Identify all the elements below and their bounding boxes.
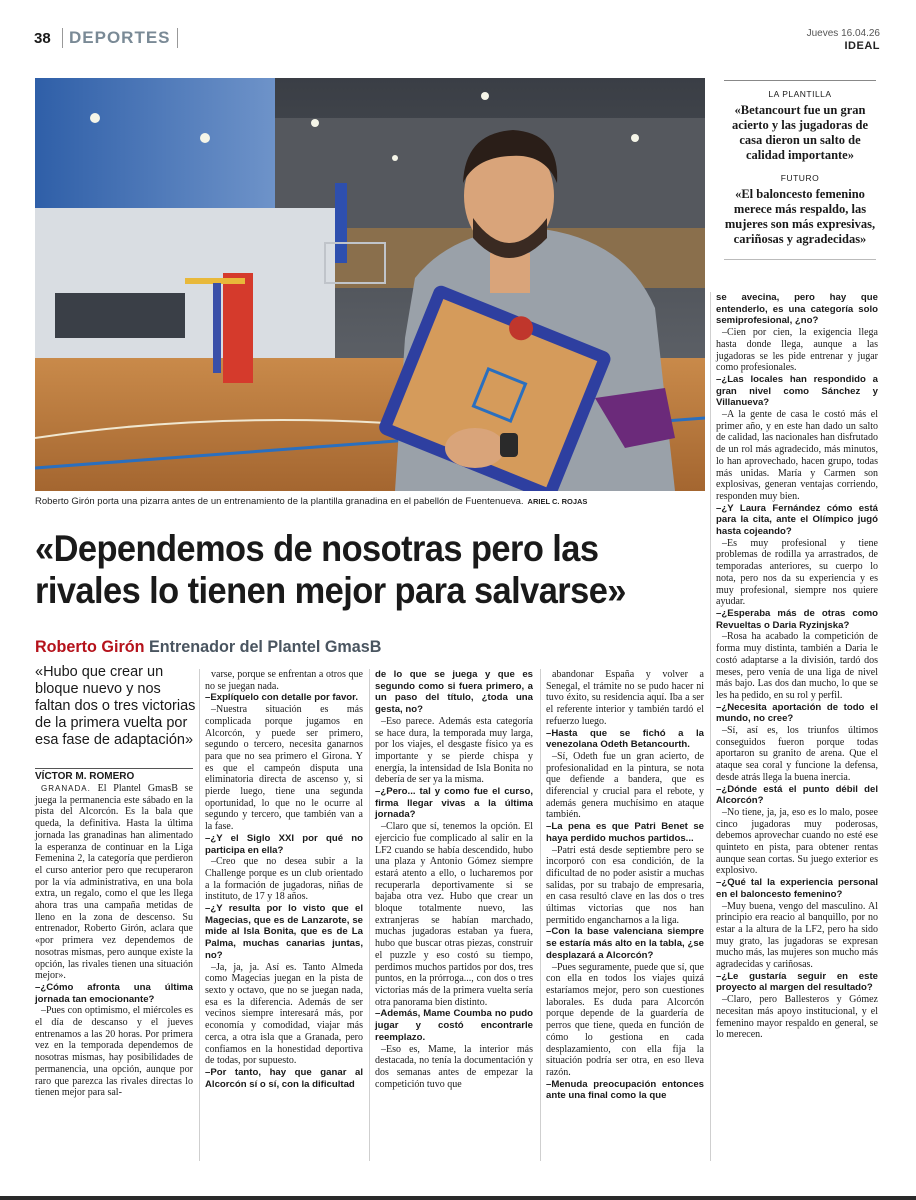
caption-text: Roberto Girón porta una pizarra antes de un entrenamiento de la plantilla granadina en el pabellón de Fuentenueva. xyxy=(35,496,524,507)
interviewee-line xyxy=(35,637,381,657)
photo-credit: ARIEL C. ROJAS xyxy=(527,497,588,506)
main-photo xyxy=(35,78,705,491)
interview-answer: –Rosa ha acabado la competición de forma muy distinta, también a Daria le costó adaptarse a la división, tardó dos meses, pero venía de una liga de nivel más bajo. Las dos dan mucho, lo que se les ha pedido, en su rol y perfil. xyxy=(716,631,878,701)
interview-answer: –Eso es, Mame, la interior más destacada, no tenía la documentación y dos semanas antes de empezar la competición tuvo que xyxy=(375,1043,533,1090)
photo-caption xyxy=(35,496,715,507)
column-divider xyxy=(369,669,370,1161)
interview-answer: –Claro, pero Ballesteros y Gómez necesitan más apoyo institucional, y el femenino mayor respaldo en general, se lo merecen. xyxy=(716,994,878,1041)
interview-answer: –Sí, Odeth fue un gran acierto, de profesionalidad en la pintura, se nota que defiende a bandera, que es diferencial y crucial para el rebote, y además genera muchísimo en ataque también. xyxy=(546,750,704,821)
sidebar-divider xyxy=(724,259,876,260)
interview-question: –Con la base valenciana siempre se estaría más alto en la tabla, ¿se desplazará a Alcorcón? xyxy=(546,926,704,961)
interview-answer: –Sí, así es, los triunfos últimos conseguidos fueron porque todas aportaron su granito de arena. Que el ataque sea coral y funcione la defensa, desde atrás llega la buena inercia. xyxy=(716,725,878,783)
interview-question: –Por tanto, hay que ganar al Alcorcón sí o sí, con la dificultad xyxy=(205,1066,363,1090)
interview-answer: –Patri está desde septiembre pero se incorporó con esa condición, de la dificultad de no poder asistir a muchas salidas, por su trabajo de empresaria, en casa resultó clave en las dos o tres últimas victorias que nos han permitido engancharnos a la liga. xyxy=(546,844,704,926)
interview-question: se avecina, pero hay que entenderlo, es una categoría solo semiprofesional, ¿no? xyxy=(716,292,878,327)
interviewee-role: Entrenador del Plantel GmasB xyxy=(148,637,382,656)
sidebar-highlights xyxy=(724,80,876,260)
interview-answer: –Cien por cien, la exigencia llega hasta donde llega, aunque a las jugadoras se les pide entrenar y jugar como profesionales. xyxy=(716,327,878,374)
article-column-4 xyxy=(546,669,704,1102)
issue-date: Jueves 16.04.26 xyxy=(806,28,880,39)
interview-answer: –Muy buena, vengo del masculino. Al principio era reacio al banquillo, por no estar a la altura de la LF2, pero ha sido muy grato, las jugadoras se expresan mucho más, las mujeres son mucho más agradecidas y cariñosas. xyxy=(716,900,878,971)
interview-question: –¿Y resulta por lo visto que el Magecias, que es de Lanzarote, se mide al Isla Bonita, que es de La Palma, muchas canarias juntas, no? xyxy=(205,903,363,961)
interview-answer: –Ja, ja, ja. Así es. Tanto Almeda como Magecias juegan en la pista de sexto y octavo, que no se juegan nada, esa es la diferencia. Además de ser vecinos siempre interesará más, por economía y comodidad, viajar más cerca, a otra isla que a Granada, pero confiamos en la honestidad deportiva de todas, por supuesto. xyxy=(205,961,363,1067)
interview-answer: varse, porque se enfrentan a otros que no se juegan nada. xyxy=(205,669,363,692)
interviewee-name: Roberto Girón xyxy=(35,637,145,656)
pull-quote: «Hubo que crear un bloque nuevo y nos faltan dos o tres victorias de la primera vuelta por esa fase de adaptación» xyxy=(35,664,196,748)
interview-question: –Hasta que se fichó a la venezolana Odeth Betancourth. xyxy=(546,727,704,751)
column-divider xyxy=(540,669,541,1161)
coach-photo-illustration xyxy=(35,78,705,491)
interview-question: –¿Necesita aportación de todo el mundo, no cree? xyxy=(716,701,878,725)
page-bottom-rule xyxy=(0,1196,916,1200)
sidebar-kicker: LA PLANTILLA xyxy=(768,89,832,99)
column-divider xyxy=(199,669,200,1161)
interview-answer: –Claro que sí, tenemos la opción. El ejercicio fue complicado al salir en la LF2 cuando se había descendido, hubo una plaza y Antonio Gómez siempre estará atento a ello, o lucharemos por recuperarla deportivamente si se bajaba otra vez. Hubo que crear un bloque totalmente nuevo, las extranjeras se habían marchado, muchas jugadoras estaban ya fuera, hubo que buscar otras piezas, construir el puzzle y eso costó su tiempo, perdimos muchos partidos por dos, tres puntos, en la prórroga..., con dos o tres victorias más de la primera vuelta sería otra panorama bien distinto. xyxy=(375,821,533,1008)
article-column-3 xyxy=(375,669,533,1090)
article-column-2 xyxy=(205,669,363,1090)
interview-question: –¿Dónde está el punto débil del Alcorcón? xyxy=(716,783,878,807)
interview-question: –Menuda preocupación entonces ante una final como la que xyxy=(546,1078,704,1102)
interview-question: de lo que se juega y que es segundo como si fuera primero, a un paso del título, ¿toda una gesta, no? xyxy=(375,669,533,716)
interview-answer: –A la gente de casa le costó más el primer año, y en este han dado un salto de calidad, las nacionales han disfrutado de un rol más agradecido, más minutos, lo han aprovechado, hacen grupo, todas más unidas. María y Carmen son explosivas, generan ventajas corriendo, responden muy bien. xyxy=(716,409,878,502)
sidebar-quote: «Betancourt fue un gran acierto y las jugadoras de casa dieron un salto de calidad importante» xyxy=(731,103,869,162)
interview-question: –¿Cómo afronta una última jornada tan emocionante? xyxy=(35,981,193,1005)
issue-info xyxy=(807,28,880,53)
sidebar-kicker: FUTURO xyxy=(780,173,820,183)
interview-answer: –Creo que no desea subir a la Challenge porque es un club orientado a la formación de jugadoras, niñas de instituto, de 17 y 18 años. xyxy=(205,856,363,903)
article-column-5 xyxy=(716,292,878,1041)
newspaper-name: IDEAL xyxy=(844,40,880,52)
interview-question: –La pena es que Patri Benet se haya perdido muchos partidos... xyxy=(546,821,704,844)
interview-question: –¿Le gustaría seguir en este proyecto al margen del resultado? xyxy=(716,970,878,994)
headline: «Dependemos de nosotras pero las rivales lo tienen mejor para salvarse» xyxy=(35,528,626,611)
interview-question: –¿Esperaba más de otras como Revueltas o Daria Ryzinjska? xyxy=(716,607,878,631)
page-number: 38 xyxy=(34,30,51,47)
byline: VÍCTOR M. ROMERO xyxy=(35,768,193,782)
dateline-city: GRANADA. xyxy=(41,784,91,793)
interview-answer: –No tiene, ja, ja, eso es lo malo, posee cinco jugadoras muy poderosas, debemos aprovechar cuando no esté ese quinteto en pista, para obtener rentas aunque sean cortas. Su juego exterior es explosivo. xyxy=(716,806,878,877)
article-intro-paragraph xyxy=(35,783,193,982)
interview-question: –Además, Mame Coumba no pudo jugar y costó encontrarle reemplazo. xyxy=(375,1008,533,1043)
interview-answer: –Nuestra situación es más complicada porque jugamos en Alcorcón, y puede ser primero, segundo o tercero, necesita ganarnos para que no sea primero el Girona. Y es que el campeón disputa una eliminatoria directa de ascenso y, si pierde luego, tiene una segunda oportunidad, lo que no le ocurre al segundo y tercero, que también van a la fase. xyxy=(205,704,363,833)
column-divider xyxy=(710,292,711,1161)
interview-answer: –Pues con optimismo, el miércoles es el día de descanso y el jueves entrenamos a las 20 horas. Por primera vez en la temporada dependemos de nosotras mismas, hay posibilidades de permanencia, una opción, aunque por raro que parezca las rivales directas lo tienen mejor para sal- xyxy=(35,1005,193,1099)
interview-question: –¿Y el Siglo XXI por qué no participa en ella? xyxy=(205,832,363,856)
sidebar-quote: «El baloncesto femenino merece más respaldo, las mujeres son más expresivas, cariñosas y agradecidas» xyxy=(724,187,876,246)
interview-question: –¿Pero... tal y como fue el curso, firma llegar vivas a la última jornada? xyxy=(375,786,533,821)
interview-question: –¿Qué tal la experiencia personal en el baloncesto femenino? xyxy=(716,877,878,900)
interview-answer: –Pues seguramente, puede que sí, que con ella en todos los viajes quizá estaríamos mejor, pero son cuestiones laborales. Es duda para Alcorcón porque depende de la guardería de perros que tiene, queda en función de cómo lo gestiona en cada desplazamiento, con ella fija la situación podría ser otra, en eso lleva razón. xyxy=(546,961,704,1078)
article-column-1 xyxy=(35,783,193,1099)
interview-question: –¿Las locales han respondido a gran nivel como Sánchez y Villanueva? xyxy=(716,373,878,409)
interview-answer: –Eso parece. Además esta categoría se hace dura, la temporada muy larga, por los viajes, el desgaste físico ya es importante y se pierde chispa y energía, la intensidad de Isla Bonita no debería de ser ya la misma. xyxy=(375,715,533,786)
section-label: DEPORTES xyxy=(62,28,178,48)
interview-answer: abandonar España y volver a Senegal, el trámite no se pudo hacer ni tuvo éxito, su residencia aquí. Iba a ser el referente interior y también tardó el refuerzo luego. xyxy=(546,669,704,727)
interview-question: –¿Y Laura Fernández cómo está para la cita, ante el Olímpico jugó hasta cojeando? xyxy=(716,502,878,538)
intro-text: El Plantel GmasB se juega la permanencia este sábado en la pista del Alcorcón. Es la bala que queda, la definitiva. Hasta la última jornada las granadinas han alimentado la esperanza de continuar en la Liga Femenina 2, la categoría que perdieron el curso anterior pero que recuperaron por la vía administrativa, en una bola extra, un regalo, como el que les llega ahora tras una campaña metidas de lleno en la zona de descenso. Su entrenador, Roberto Girón, aclara que «por primera vez dependemos de nosotras mismas, pero aunque existe la opción, las rivales tienen una situación mejor». xyxy=(35,783,193,982)
interview-answer: –Es muy profesional y tiene problemas de rodilla ya arrastrados, de temporadas anteriores, su cuerpo lo nota, pero nos da su experiencia y es muy profesional, siempre nos quiere ayudar. xyxy=(716,537,878,608)
interview-question: –Explíquelo con detalle por favor. xyxy=(205,692,359,704)
